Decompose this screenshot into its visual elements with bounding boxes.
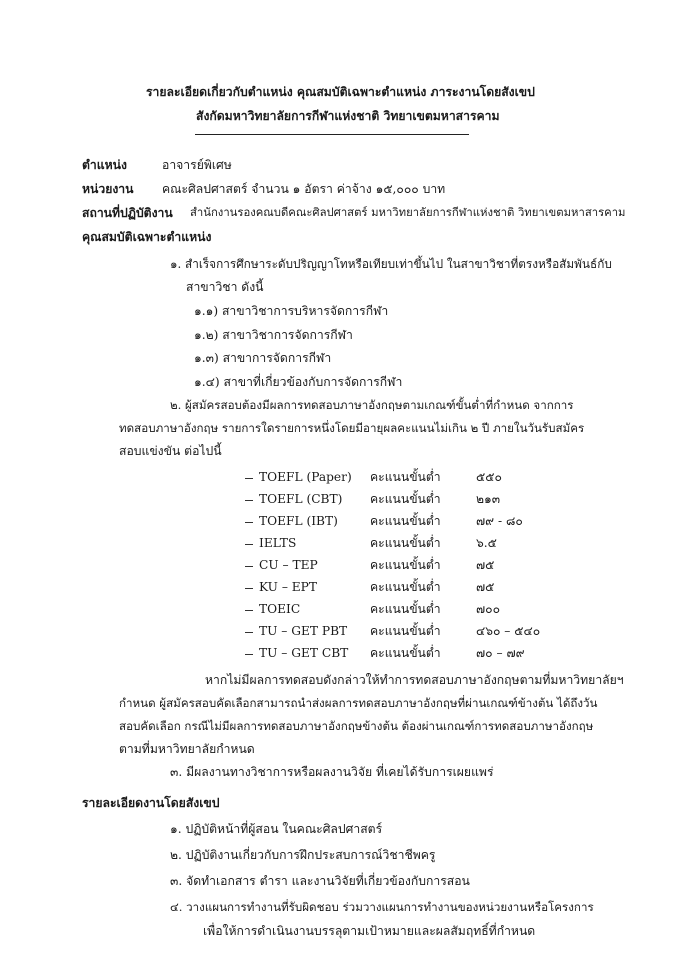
test-name: KU – EPT — [259, 580, 318, 594]
note-line3: สอบคัดเลือก กรณีไม่มีผลการทดสอบภาษาอังกฤษข้างต้น ต้องผ่านเกณฑ์การทดสอบภาษาอังกฤษ — [119, 719, 594, 733]
test-score: ๒๑๓ — [476, 492, 501, 506]
qualification-2-line3: สอบแข่งขัน ต่อไปนี้ — [119, 444, 222, 458]
test-score: ๕๕๐ — [476, 470, 502, 484]
test-score: ๗๐ – ๗๙ — [476, 646, 525, 660]
major-item: ๑.๓) สาขาการจัดการกีฬา — [194, 351, 332, 365]
test-score: ๗๕ — [476, 558, 495, 572]
score-label: คะแนนขั้นต่ำ — [370, 514, 441, 528]
score-label: คะแนนขั้นต่ำ — [370, 624, 441, 638]
position-label: ตำแหน่ง — [82, 158, 127, 172]
test-name: TOEFL (CBT) — [259, 492, 343, 506]
duties-title: รายละเอียดงานโดยสังเขป — [82, 796, 220, 810]
qualification-1-line2: สาขาวิชา ดังนี้ — [186, 280, 264, 294]
position-value: อาจารย์พิเศษ — [162, 158, 232, 172]
workplace-label: สถานที่ปฏิบัติงาน — [82, 206, 173, 220]
note-line2: กำหนด ผู้สมัครสอบคัดเลือกสามารถนำส่งผลการทดสอบภาษาอังกฤษที่ผ่านเกณฑ์ข้างต้น ได้ถึงวัน — [119, 696, 598, 710]
header-underline — [195, 134, 469, 135]
test-name: TOEFL (Paper) — [259, 470, 352, 484]
score-label: คะแนนขั้นต่ำ — [370, 492, 441, 506]
qualifications-label: คุณสมบัติเฉพาะตำแหน่ง — [82, 230, 212, 244]
score-label: คะแนนขั้นต่ำ — [370, 580, 441, 594]
duty-item: ๒. ปฏิบัติงานเกี่ยวกับการฝึกประสบการณ์วิชาชีพครู — [170, 848, 436, 862]
test-name: IELTS — [259, 536, 297, 550]
unit-value: คณะศิลปศาสตร์ จำนวน ๑ อัตรา ค่าจ้าง ๑๕,๐๐๐ บาท — [162, 182, 446, 196]
header-title-line2: สังกัดมหาวิทยาลัยการกีฬาแห่งชาติ วิทยาเขตมหาสารคาม — [196, 109, 500, 123]
duty-item: ๓. จัดทำเอกสาร ตำรา และงานวิจัยที่เกี่ยวข้องกับการสอน — [170, 874, 470, 888]
test-name: TU – GET PBT — [259, 624, 348, 638]
duty-item: ๔. วางแผนการทำงานที่รับผิดชอบ ร่วมวางแผนการทำงานของหน่วยงานหรือโครงการ — [170, 900, 594, 914]
test-score: ๗๐๐ — [476, 602, 501, 616]
qualification-2-line1: ๒. ผู้สมัครสอบต้องมีผลการทดสอบภาษาอังกฤษตามเกณฑ์ขั้นต่ำที่กำหนด จากการ — [170, 398, 574, 412]
major-item: ๑.๒) สาขาวิชาการจัดการกีฬา — [194, 328, 353, 342]
list-dash — [245, 632, 253, 633]
list-dash — [245, 566, 253, 567]
duty-item-4-line2: เพื่อให้การดำเนินงานบรรลุตามเป้าหมายและผลสัมฤทธิ์ที่กำหนด — [203, 924, 536, 938]
list-dash — [245, 478, 253, 479]
score-label: คะแนนขั้นต่ำ — [370, 558, 441, 572]
list-dash — [245, 588, 253, 589]
score-label: คะแนนขั้นต่ำ — [370, 602, 441, 616]
major-item: ๑.๑) สาขาวิชาการบริหารจัดการกีฬา — [194, 304, 389, 318]
test-name: TOEFL (IBT) — [259, 514, 338, 528]
score-label: คะแนนขั้นต่ำ — [370, 536, 441, 550]
list-dash — [245, 544, 253, 545]
list-dash — [245, 522, 253, 523]
list-dash — [245, 654, 253, 655]
test-score: ๗๕ — [476, 580, 495, 594]
duty-item: ๑. ปฏิบัติหน้าที่ผู้สอน ในคณะศิลปศาสตร์ — [170, 822, 383, 836]
qualification-1-line1: ๑. สำเร็จการศึกษาระดับปริญญาโทหรือเทียบเท่าขึ้นไป ในสาขาวิชาที่ตรงหรือสัมพันธ์กับ — [170, 257, 612, 271]
workplace-value: สำนักงานรองคณบดีคณะศิลปศาสตร์ มหาวิทยาลัยการกีฬาแห่งชาติ วิทยาเขตมหาสารคาม — [190, 206, 626, 219]
note-line1: หากไม่มีผลการทดสอบดังกล่าวให้ทำการทดสอบภาษาอังกฤษตามที่มหาวิทยาลัยฯ — [205, 673, 624, 687]
test-name: CU – TEP — [259, 558, 318, 572]
test-name: TU – GET CBT — [259, 646, 349, 660]
test-score: ๖.๕ — [476, 536, 497, 550]
unit-label: หน่วยงาน — [82, 182, 134, 196]
test-score: ๔๖๐ – ๕๔๐ — [476, 624, 541, 638]
test-score: ๗๙ - ๘๐ — [476, 514, 523, 528]
score-label: คะแนนขั้นต่ำ — [370, 470, 441, 484]
note-line4: ตามที่มหาวิทยาลัยกำหนด — [119, 742, 255, 756]
header-title-line1: รายละเอียดเกี่ยวกับตำแหน่ง คุณสมบัติเฉพาะตำแหน่ง ภาระงานโดยสังเขป — [146, 85, 535, 99]
list-dash — [245, 610, 253, 611]
score-label: คะแนนขั้นต่ำ — [370, 646, 441, 660]
test-name: TOEIC — [259, 602, 301, 616]
qualification-3: ๓. มีผลงานทางวิชาการหรือผลงานวิจัย ที่เคยได้รับการเผยแพร่ — [170, 765, 494, 779]
qualification-2-line2: ทดสอบภาษาอังกฤษ รายการใดรายการหนึ่งโดยมีอายุผลคะแนนไม่เกิน ๒ ปี ภายในวันรับสมัคร — [119, 421, 585, 435]
list-dash — [245, 500, 253, 501]
major-item: ๑.๔) สาขาที่เกี่ยวข้องกับการจัดการกีฬา — [194, 375, 403, 389]
